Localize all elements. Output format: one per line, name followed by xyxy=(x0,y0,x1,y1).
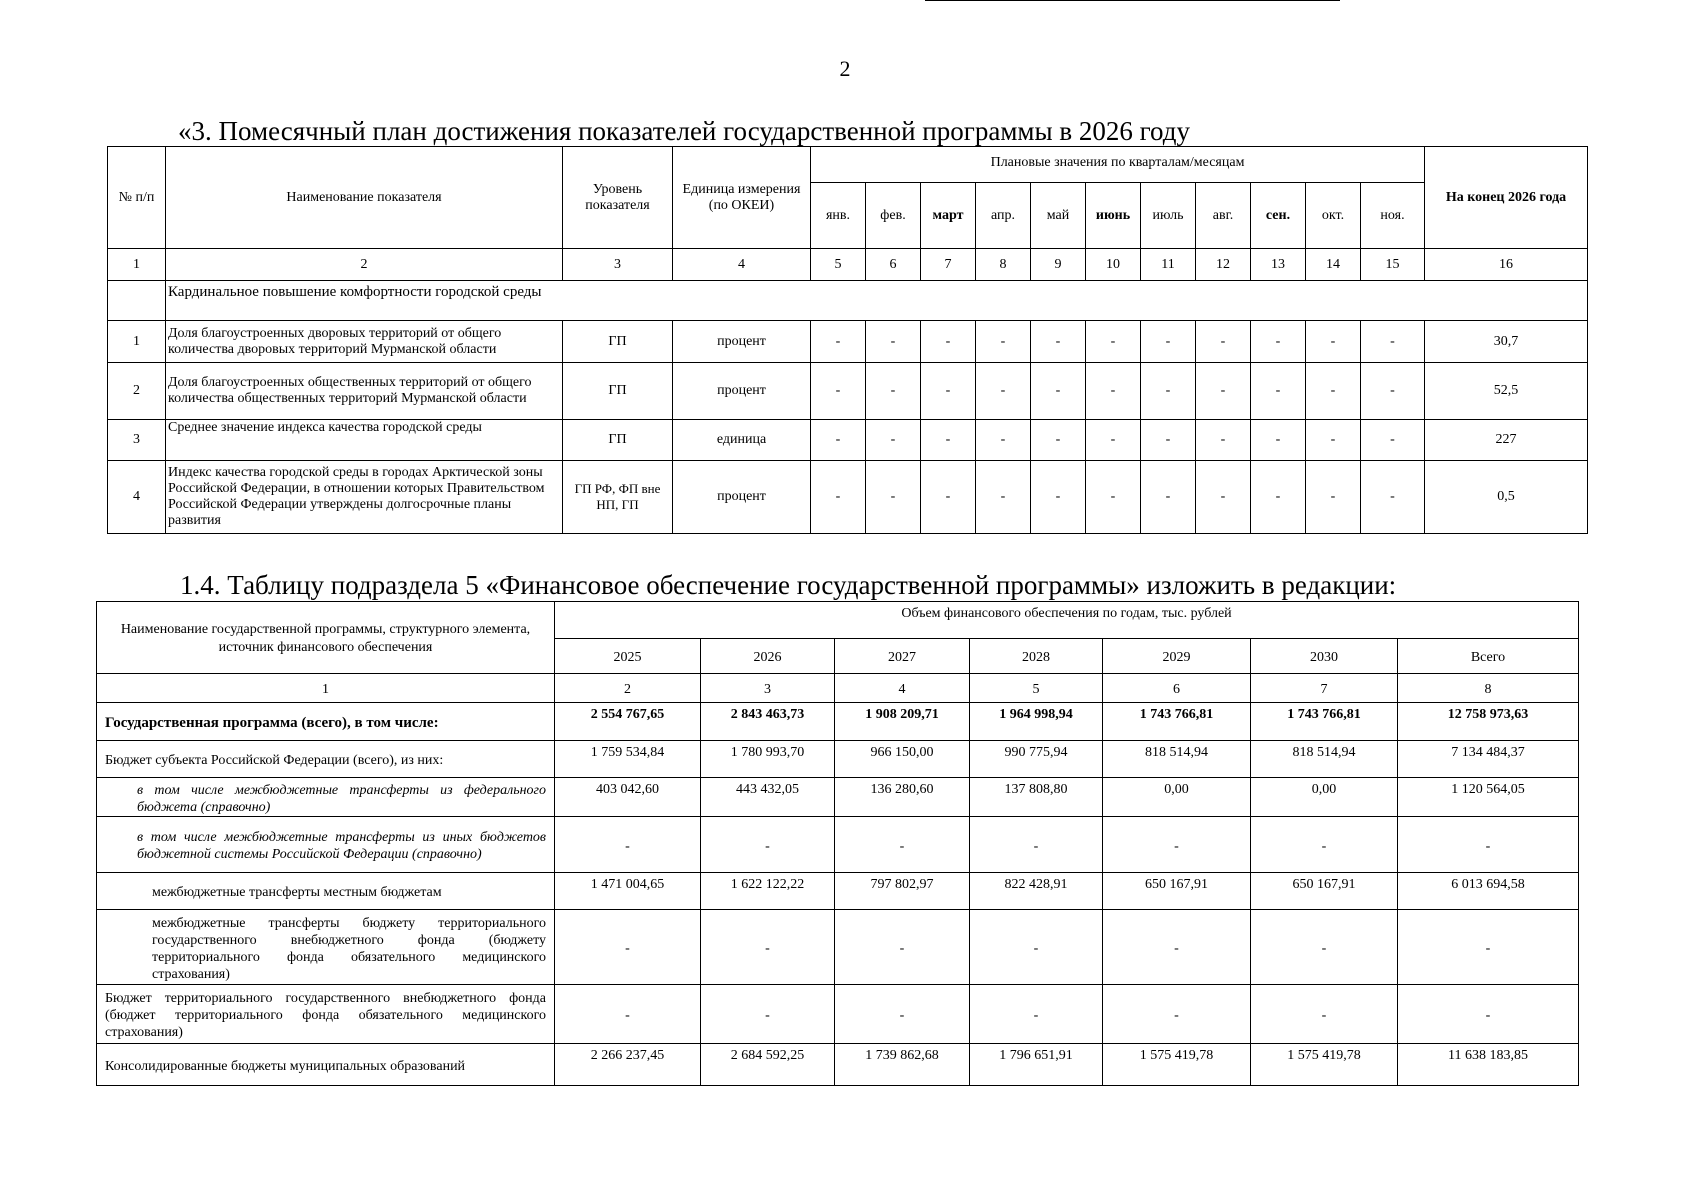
row-number: 1 xyxy=(108,321,166,363)
amount-cell: 650 167,91 xyxy=(1103,873,1251,910)
month-value: - xyxy=(811,321,866,363)
month-value: - xyxy=(1251,461,1306,534)
month-value: - xyxy=(866,420,921,461)
table-row xyxy=(97,778,1579,817)
row-number: 2 xyxy=(108,363,166,420)
amount-cell: 1 796 651,91 xyxy=(970,1044,1103,1086)
source-label: межбюджетные трансферты бюджету территориального государственного внебюджетного фонда (бюджету территориального фонда обязательного медицинского страхования) xyxy=(97,910,555,985)
amount-cell: 1 743 766,81 xyxy=(1251,703,1398,741)
column-numbers-row xyxy=(97,674,1579,703)
end-of-year-value: 227 xyxy=(1425,420,1588,461)
amount-cell: 1 471 004,65 xyxy=(555,873,701,910)
header-month: апр. xyxy=(976,183,1031,249)
header-month: окт. xyxy=(1306,183,1361,249)
column-number: 10 xyxy=(1086,249,1141,281)
amount-cell: 2 684 592,25 xyxy=(701,1044,835,1086)
source-label: Государственная программа (всего), в том числе: xyxy=(97,703,555,741)
amount-cell: 443 432,05 xyxy=(701,778,835,817)
amount-cell: 966 150,00 xyxy=(835,741,970,778)
table-row xyxy=(97,873,1579,910)
header-year: 2027 xyxy=(835,639,970,674)
table-row xyxy=(108,363,1588,420)
month-value: - xyxy=(1306,420,1361,461)
indicator-level: ГП xyxy=(563,321,673,363)
header-month: июль xyxy=(1141,183,1196,249)
amount-cell: 136 280,60 xyxy=(835,778,970,817)
top-rule xyxy=(925,0,1340,1)
header-month: май xyxy=(1031,183,1086,249)
month-value: - xyxy=(1196,461,1251,534)
header-financing-volume: Объем финансового обеспечения по годам, тыс. рублей xyxy=(555,602,1579,639)
source-label: Бюджет территориального государственного внебюджетного фонда (бюджет территориального фонда обязательного медицинского страхования) xyxy=(97,985,555,1044)
source-label: в том числе межбюджетные трансферты из иных бюджетов бюджетной системы Российской Федерации (справочно) xyxy=(97,817,555,873)
end-of-year-value: 0,5 xyxy=(1425,461,1588,534)
column-number: 6 xyxy=(866,249,921,281)
amount-cell: 2 266 237,45 xyxy=(555,1044,701,1086)
month-value: - xyxy=(1306,363,1361,420)
row-number: 4 xyxy=(108,461,166,534)
month-value: - xyxy=(1251,363,1306,420)
table-row xyxy=(97,741,1579,778)
amount-cell: - xyxy=(555,817,701,873)
amount-cell: 6 013 694,58 xyxy=(1398,873,1579,910)
page-number: 2 xyxy=(839,56,851,81)
amount-cell: 11 638 183,85 xyxy=(1398,1044,1579,1086)
column-number: 3 xyxy=(563,249,673,281)
month-value: - xyxy=(1306,321,1361,363)
table-row xyxy=(97,985,1579,1044)
header-level: Уровень показателя xyxy=(563,147,673,249)
amount-cell: 818 514,94 xyxy=(1103,741,1251,778)
month-value: - xyxy=(1196,321,1251,363)
amount-cell: - xyxy=(555,985,701,1044)
amount-cell: 12 758 973,63 xyxy=(1398,703,1579,741)
table-row xyxy=(108,321,1588,363)
month-value: - xyxy=(976,321,1031,363)
column-number: 4 xyxy=(835,674,970,703)
indicator-level: ГП xyxy=(563,363,673,420)
header-unit: Единица измерения (по ОКЕИ) xyxy=(673,147,811,249)
column-number: 9 xyxy=(1031,249,1086,281)
month-value: - xyxy=(921,363,976,420)
month-value: - xyxy=(1196,363,1251,420)
indicator-unit: процент xyxy=(673,461,811,534)
header-month: март xyxy=(921,183,976,249)
month-value: - xyxy=(1141,420,1196,461)
column-number: 12 xyxy=(1196,249,1251,281)
indicators-monthly-plan-table xyxy=(107,146,1588,534)
month-value: - xyxy=(976,420,1031,461)
amount-cell: - xyxy=(1398,985,1579,1044)
column-number: 7 xyxy=(1251,674,1398,703)
header-num: № п/п xyxy=(108,147,166,249)
column-number: 4 xyxy=(673,249,811,281)
amount-cell: 0,00 xyxy=(1103,778,1251,817)
row-number: 3 xyxy=(108,420,166,461)
month-value: - xyxy=(1361,461,1425,534)
amount-cell: - xyxy=(1398,817,1579,873)
header-month: фев. xyxy=(866,183,921,249)
column-number: 8 xyxy=(1398,674,1579,703)
month-value: - xyxy=(1086,321,1141,363)
amount-cell: 1 908 209,71 xyxy=(835,703,970,741)
amount-cell: - xyxy=(555,910,701,985)
amount-cell: - xyxy=(1398,910,1579,985)
header-month: ноя. xyxy=(1361,183,1425,249)
amount-cell: - xyxy=(835,817,970,873)
month-value: - xyxy=(921,321,976,363)
table-row xyxy=(108,420,1588,461)
amount-cell: 822 428,91 xyxy=(970,873,1103,910)
header-year: 2030 xyxy=(1251,639,1398,674)
amount-cell: 403 042,60 xyxy=(555,778,701,817)
indicator-name: Доля благоустроенных общественных территорий от общего количества общественных территорий Мурманской области xyxy=(166,363,563,420)
header-planned-values: Плановые значения по кварталам/месяцам xyxy=(811,147,1425,183)
month-value: - xyxy=(976,363,1031,420)
header-year: 2026 xyxy=(701,639,835,674)
month-value: - xyxy=(1141,461,1196,534)
column-number: 1 xyxy=(108,249,166,281)
column-number: 1 xyxy=(97,674,555,703)
source-label: Консолидированные бюджеты муниципальных образований xyxy=(97,1044,555,1086)
column-number: 6 xyxy=(1103,674,1251,703)
amount-cell: 1 575 419,78 xyxy=(1103,1044,1251,1086)
amount-cell: 2 554 767,65 xyxy=(555,703,701,741)
header-month: янв. xyxy=(811,183,866,249)
amount-cell: - xyxy=(701,910,835,985)
amount-cell: - xyxy=(1251,817,1398,873)
indicator-name: Индекс качества городской среды в городах Арктической зоны Российской Федерации, в отношении которых Правительством Российской Федерации утверждены долгосрочные планы развития xyxy=(166,461,563,534)
column-number: 13 xyxy=(1251,249,1306,281)
amount-cell: 1 120 564,05 xyxy=(1398,778,1579,817)
month-value: - xyxy=(921,461,976,534)
column-number: 3 xyxy=(701,674,835,703)
end-of-year-value: 30,7 xyxy=(1425,321,1588,363)
month-value: - xyxy=(1361,321,1425,363)
amount-cell: 1 780 993,70 xyxy=(701,741,835,778)
month-value: - xyxy=(866,461,921,534)
month-value: - xyxy=(1031,420,1086,461)
month-value: - xyxy=(1361,420,1425,461)
section-title: Кардинальное повышение комфортности городской среды xyxy=(166,281,1588,321)
amount-cell: - xyxy=(835,910,970,985)
column-number: 8 xyxy=(976,249,1031,281)
indicator-level: ГП xyxy=(563,420,673,461)
month-value: - xyxy=(1361,363,1425,420)
month-value: - xyxy=(1086,420,1141,461)
table-row xyxy=(97,910,1579,985)
table-row xyxy=(97,817,1579,873)
column-number: 2 xyxy=(555,674,701,703)
table-row xyxy=(97,703,1579,741)
column-numbers-row xyxy=(108,249,1588,281)
month-value: - xyxy=(1086,461,1141,534)
section-heading-financing: 1.4. Таблицу подраздела 5 «Финансовое обеспечение государственной программы» изложить в редакции: xyxy=(180,570,1397,600)
column-number: 14 xyxy=(1306,249,1361,281)
month-value: - xyxy=(1141,321,1196,363)
amount-cell: - xyxy=(1103,910,1251,985)
column-number: 11 xyxy=(1141,249,1196,281)
header-end-of-year: На конец 2026 года xyxy=(1425,147,1588,249)
month-value: - xyxy=(866,363,921,420)
column-number: 15 xyxy=(1361,249,1425,281)
column-number: 16 xyxy=(1425,249,1588,281)
amount-cell: - xyxy=(970,910,1103,985)
column-number: 5 xyxy=(970,674,1103,703)
header-year: 2025 xyxy=(555,639,701,674)
header-program-name: Наименование государственной программы, структурного элемента, источник финансового обеспечения xyxy=(97,602,555,674)
amount-cell: 2 843 463,73 xyxy=(701,703,835,741)
indicator-unit: процент xyxy=(673,321,811,363)
amount-cell: 0,00 xyxy=(1251,778,1398,817)
section-empty-cell xyxy=(108,281,166,321)
month-value: - xyxy=(811,461,866,534)
amount-cell: 990 775,94 xyxy=(970,741,1103,778)
header-month: авг. xyxy=(1196,183,1251,249)
month-value: - xyxy=(1251,321,1306,363)
source-label: в том числе межбюджетные трансферты из федерального бюджета (справочно) xyxy=(97,778,555,817)
amount-cell: 1 622 122,22 xyxy=(701,873,835,910)
amount-cell: - xyxy=(701,817,835,873)
source-label: Бюджет субъекта Российской Федерации (всего), из них: xyxy=(97,741,555,778)
indicator-name: Среднее значение индекса качества городской среды xyxy=(166,420,563,461)
financing-table xyxy=(96,601,1579,1086)
amount-cell: - xyxy=(1103,817,1251,873)
end-of-year-value: 52,5 xyxy=(1425,363,1588,420)
amount-cell: - xyxy=(970,817,1103,873)
month-value: - xyxy=(1251,420,1306,461)
amount-cell: 1 739 862,68 xyxy=(835,1044,970,1086)
source-label: межбюджетные трансферты местным бюджетам xyxy=(97,873,555,910)
month-value: - xyxy=(811,363,866,420)
amount-cell: - xyxy=(701,985,835,1044)
month-value: - xyxy=(1086,363,1141,420)
column-number: 7 xyxy=(921,249,976,281)
month-value: - xyxy=(1031,321,1086,363)
column-number: 5 xyxy=(811,249,866,281)
amount-cell: - xyxy=(1251,985,1398,1044)
table-row xyxy=(97,1044,1579,1086)
month-value: - xyxy=(976,461,1031,534)
month-value: - xyxy=(1141,363,1196,420)
section-heading-monthly-plan: «3. Помесячный план достижения показателей государственной программы в 2026 году xyxy=(178,116,1190,146)
header-year: 2028 xyxy=(970,639,1103,674)
amount-cell: 818 514,94 xyxy=(1251,741,1398,778)
table-row xyxy=(108,461,1588,534)
amount-cell: 1 759 534,84 xyxy=(555,741,701,778)
amount-cell: 797 802,97 xyxy=(835,873,970,910)
amount-cell: - xyxy=(1103,985,1251,1044)
month-value: - xyxy=(811,420,866,461)
amount-cell: 1 964 998,94 xyxy=(970,703,1103,741)
month-value: - xyxy=(921,420,976,461)
amount-cell: - xyxy=(1251,910,1398,985)
header-indicator-name: Наименование показателя xyxy=(166,147,563,249)
amount-cell: - xyxy=(970,985,1103,1044)
indicator-unit: процент xyxy=(673,363,811,420)
month-value: - xyxy=(866,321,921,363)
amount-cell: 1 575 419,78 xyxy=(1251,1044,1398,1086)
month-value: - xyxy=(1031,461,1086,534)
indicator-level: ГП РФ, ФП вне НП, ГП xyxy=(563,461,673,534)
month-value: - xyxy=(1306,461,1361,534)
amount-cell: - xyxy=(835,985,970,1044)
amount-cell: 1 743 766,81 xyxy=(1103,703,1251,741)
indicator-name: Доля благоустроенных дворовых территорий от общего количества дворовых территорий Мурманской области xyxy=(166,321,563,363)
header-month: июнь xyxy=(1086,183,1141,249)
month-value: - xyxy=(1196,420,1251,461)
header-month: сен. xyxy=(1251,183,1306,249)
amount-cell: 7 134 484,37 xyxy=(1398,741,1579,778)
header-total: Всего xyxy=(1398,639,1579,674)
amount-cell: 650 167,91 xyxy=(1251,873,1398,910)
column-number: 2 xyxy=(166,249,563,281)
header-year: 2029 xyxy=(1103,639,1251,674)
amount-cell: 137 808,80 xyxy=(970,778,1103,817)
month-value: - xyxy=(1031,363,1086,420)
indicator-unit: единица xyxy=(673,420,811,461)
